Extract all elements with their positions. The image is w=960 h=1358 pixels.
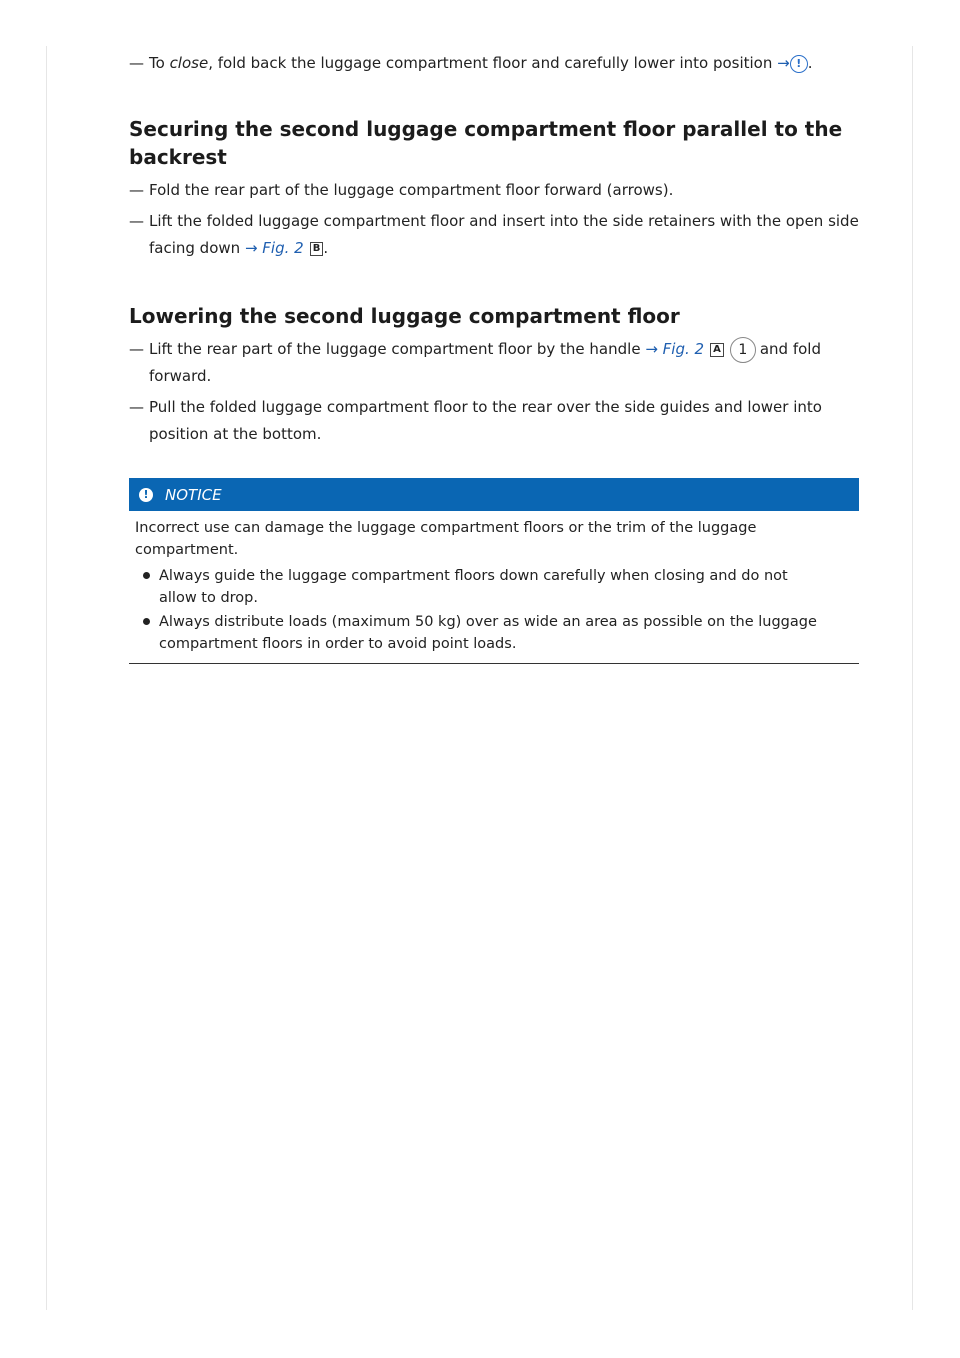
securing-step-1: — Fold the rear part of the luggage compartment floor forward (arrows). [129,177,859,204]
fig-2-link[interactable]: Fig. 2 [262,239,304,257]
warning-reference-icon[interactable]: ! [790,55,808,73]
notice-list-item: Always guide the luggage compartment floors down carefully when closing and do not allow to drop. [135,565,853,609]
figure-label-b: B [310,242,324,256]
notice-exclamation-icon: ! [139,488,153,502]
figure-label-a: A [710,343,724,357]
close-emphasis: close [169,54,209,72]
section-heading-lowering: Lowering the second luggage compartment floor [129,304,680,328]
securing-step-2: — Lift the folded luggage compartment floor and insert into the side retainers with the open side facing down → Fig. 2 B . [129,208,859,262]
arrow-icon: → [244,239,258,257]
step-dash: — [129,340,144,358]
step-dash: — [129,398,144,416]
notice-list-item: Always distribute loads (maximum 50 kg) over as wide an area as possible on the luggage compartment floors in order to avoid point loads. [135,611,853,655]
page-margin-rule-right [912,46,913,1310]
notice-header [129,478,859,511]
notice-title: NOTICE [165,485,222,504]
notice-intro: Incorrect use can damage the luggage compartment floors or the trim of the luggage compartment. [135,520,757,558]
arrow-icon: → [645,340,658,358]
notice-body [129,511,859,655]
notice-box [129,478,859,664]
step-dash: — [129,212,144,230]
close-step: — To close, fold back the luggage compartment floor and carefully lower into position → ! . [129,50,859,77]
page-content [129,50,859,664]
bullet-icon [143,572,150,579]
lowering-step-1: — Lift the rear part of the luggage compartment floor by the handle → Fig. 2 A 1 and fold forward. [129,336,859,390]
section-heading-securing: Securing the second luggage compartment floor parallel to the backrest [129,117,843,169]
notice-list [135,565,853,655]
arrow-icon[interactable]: → [777,54,790,72]
notice-bottom-rule [129,663,859,664]
step-dash: — [129,181,144,199]
step-dash: — [129,54,144,72]
item-number-badge: 1 [730,337,756,363]
lowering-step-2: — Pull the folded luggage compartment floor to the rear over the side guides and lower into position at the bottom. [129,394,859,448]
fig-2-link[interactable]: Fig. 2 [662,340,705,358]
page-margin-rule-left [46,46,47,1310]
bullet-icon [143,618,150,625]
